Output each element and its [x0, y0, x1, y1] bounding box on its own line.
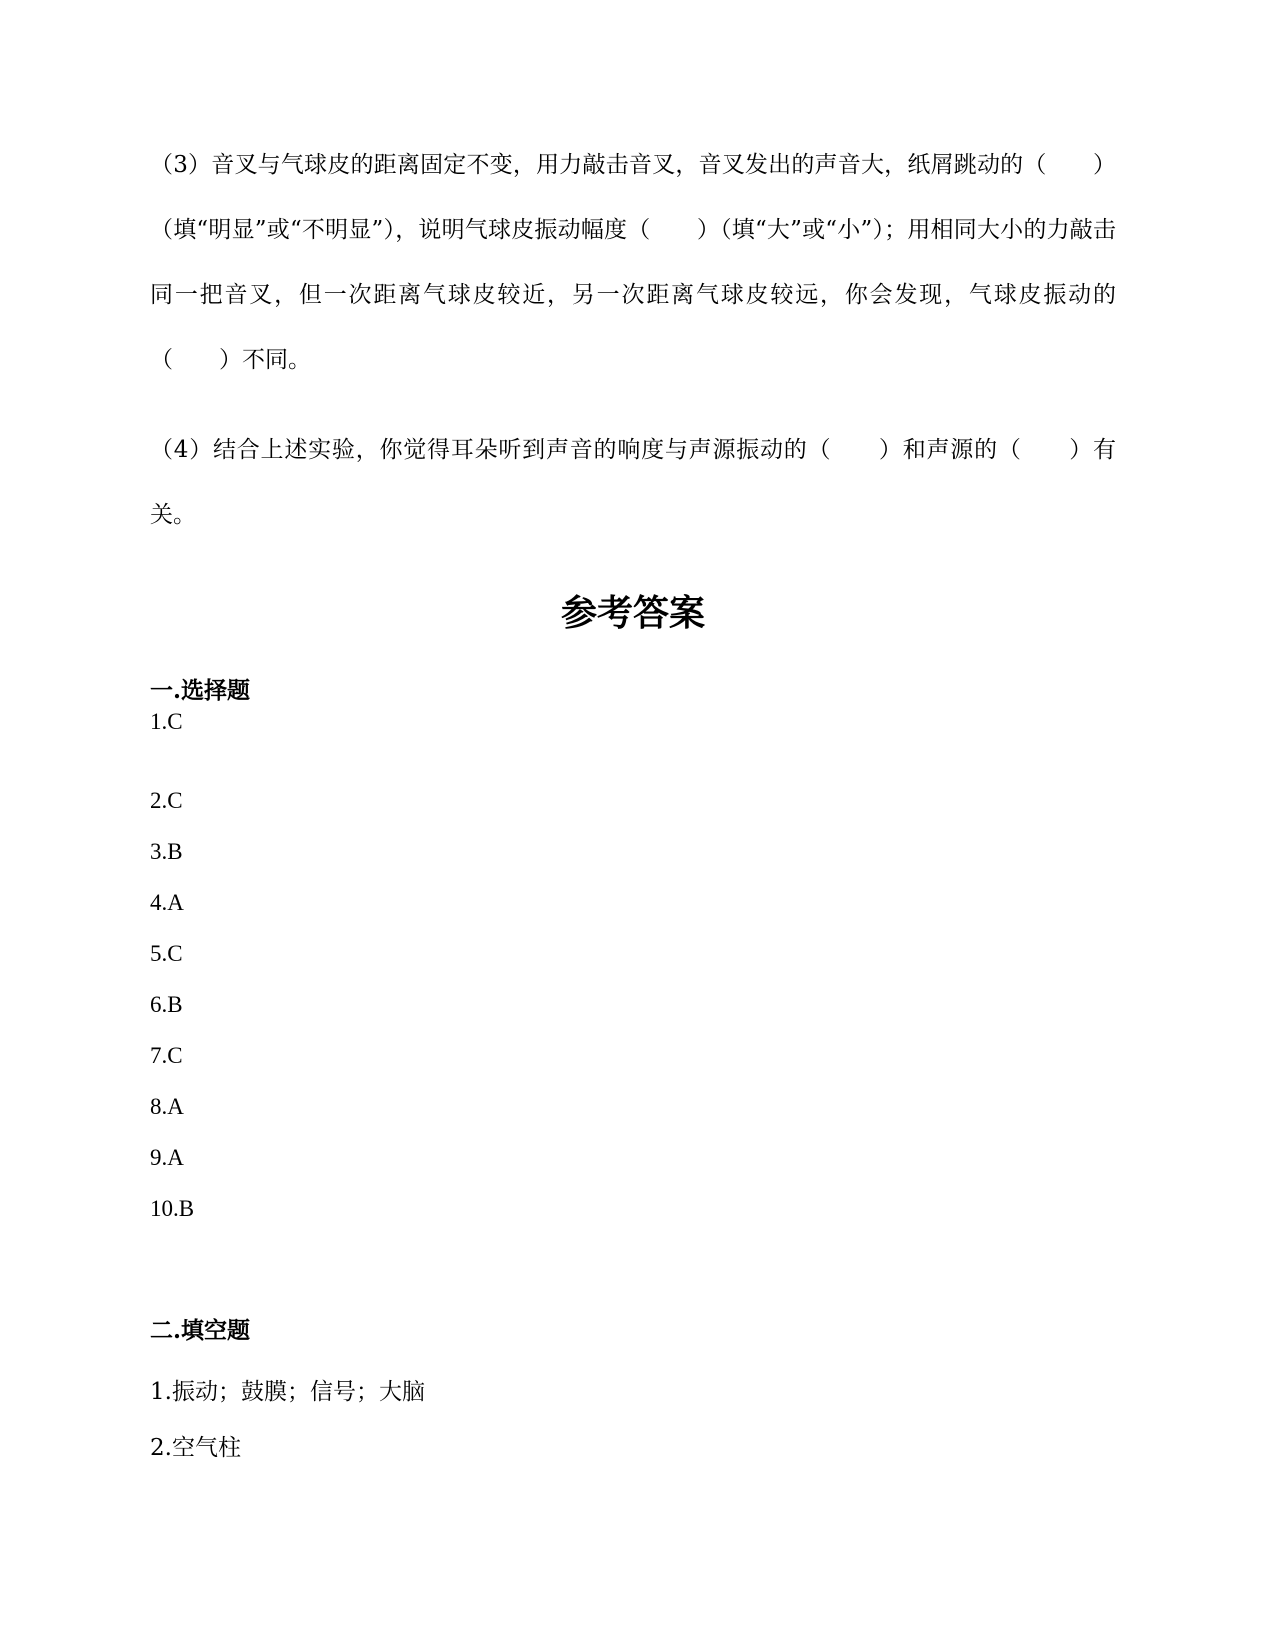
choice-answer-7: 7.C	[150, 1043, 183, 1068]
choice-answer-4: 4.A	[150, 890, 184, 915]
answer-key-title: 参考答案	[560, 592, 705, 634]
choice-answer-5: 5.C	[150, 941, 183, 966]
section-heading-choice: 一.选择题	[150, 677, 251, 704]
choice-answer-1: 1.C	[150, 709, 183, 734]
choice-answer-10: 10.B	[150, 1196, 195, 1221]
question-3-text: （3）音叉与气球皮的距离固定不变，用力敲击音叉，音叉发出的声音大，纸屑跳动的（ ）（填“明显”或“不明显”），说明气球皮振动幅度（ ）（填“大”或“小”）；用相同大小的力敲击同一把音叉，但一次距离气球皮较近，另一次距离气球皮较远，你会发现，气球皮振动的（ ）不同。	[150, 152, 1116, 373]
choice-answer-2: 2.C	[150, 788, 183, 813]
choice-answer-9: 9.A	[150, 1145, 184, 1170]
fill-answer-2: 2.空气柱	[150, 1435, 241, 1461]
section-heading-fill-blank: 二.填空题	[150, 1317, 251, 1344]
choice-answer-3: 3.B	[150, 839, 183, 864]
question-4-text: （4）结合上述实验，你觉得耳朵听到声音的响度与声源振动的（ ）和声源的（ ）有关。	[150, 437, 1116, 528]
fill-answer-1: 1.振动；鼓膜；信号；大脑	[150, 1379, 425, 1405]
choice-answer-8: 8.A	[150, 1094, 184, 1119]
choice-answer-6: 6.B	[150, 992, 183, 1017]
